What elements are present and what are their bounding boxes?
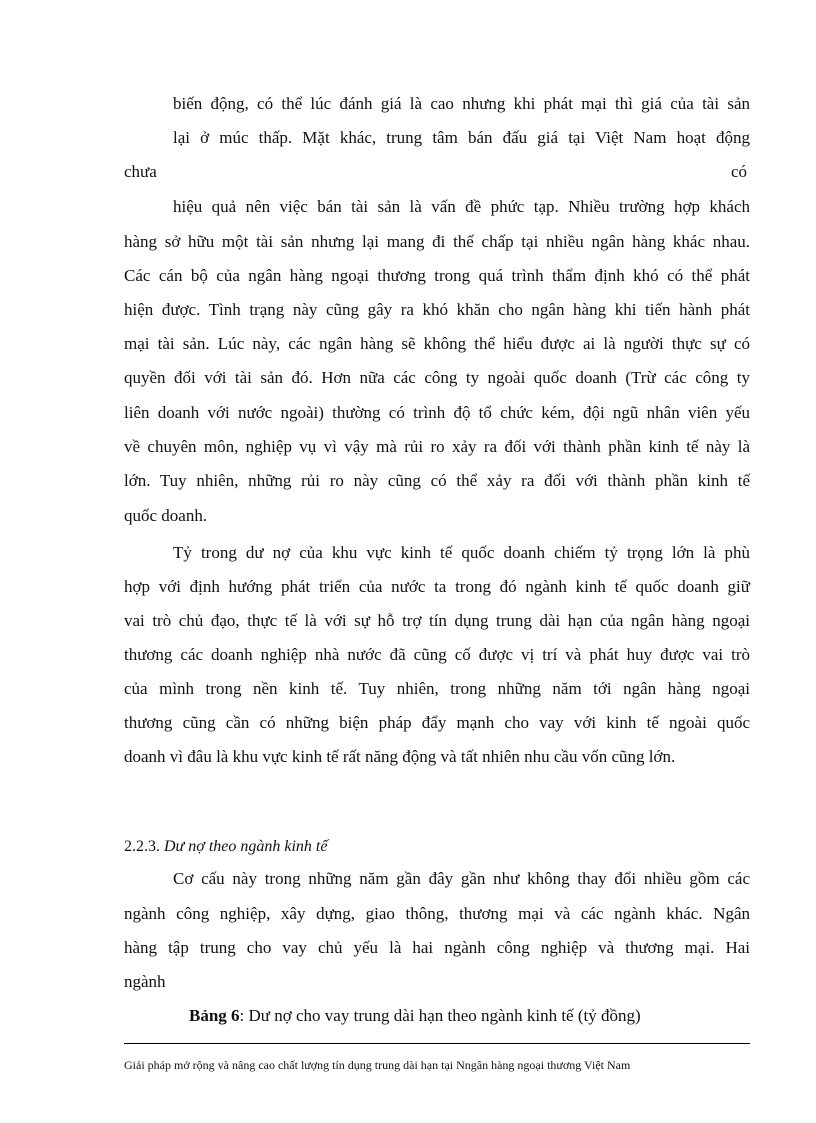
text-line: lớn. Tuy nhiên, những rủi ro này cũng có thể xảy ra đối với thành phần kinh tế — [124, 471, 750, 490]
text-line: ngành — [124, 972, 166, 991]
table-caption-text: : Dư nợ cho vay trung dài hạn theo ngành kinh tế (tỷ đồng) — [239, 1006, 641, 1025]
text-line: hàng sở hữu một tài sản nhưng lại mang đi thế chấp tại nhiều ngân hàng khác nhau. — [124, 232, 750, 251]
table-caption-label: Bảng 6 — [189, 1006, 240, 1025]
text-line: thương cũng cần có những biện pháp đẩy mạnh cho vay với kinh tế ngoài quốc — [124, 713, 750, 732]
text-line: quyền đối với tài sản đó. Hơn nữa các công ty ngoài quốc doanh (Trừ các công ty — [124, 368, 750, 387]
text-line: ngành công nghiệp, xây dựng, giao thông, thương mại và các ngành khác. Ngân — [124, 904, 750, 923]
table-caption — [189, 1005, 641, 1027]
text-line: hợp với định hướng phát triển của nước ta trong đó ngành kinh tế quốc doanh giữ — [124, 577, 750, 596]
text-line: Tỷ trong dư nợ của khu vực kinh tế quốc doanh chiếm tỷ trọng lớn là phù — [173, 543, 750, 562]
text-line: hàng tập trung cho vay chủ yếu là hai ngành công nghiệp và thương mại. Hai — [124, 938, 750, 957]
text-line: biến động, có thể lúc đánh giá là cao nhưng khi phát mại thì giá của tài sản — [173, 94, 750, 113]
text-line: Các cán bộ của ngân hàng ngoại thương trong quá trình thẩm định khó có thể phát — [124, 266, 750, 285]
text-line: Cơ cấu này trong những năm gần đây gần như không thay đổi nhiều gồm các — [173, 869, 750, 888]
text-line: của mình trong nền kinh tế. Tuy nhiên, trong những năm tới ngân hàng ngoại — [124, 679, 750, 698]
section-heading — [124, 836, 327, 858]
text-line: quốc doanh. — [124, 506, 208, 525]
text-line: có — [731, 162, 748, 181]
text-line: doanh vì đâu là khu vực kinh tế rất năng động và tất nhiên nhu cầu vốn cũng lớn. — [124, 747, 676, 766]
footer-text: Giải pháp mở rộng và nâng cao chất lượng tín dụng trung dài hạn tại Nngân hàng ngoại thương Việt Nam — [124, 1058, 631, 1072]
text-line: vai trò chủ đạo, thực tế là với sự hỗ trợ tín dụng trung dài hạn của ngân hàng ngoại — [124, 611, 750, 630]
text-line: liên doanh với nước ngoài) thường có trình độ tổ chức kém, đội ngũ nhân viên yếu — [124, 403, 750, 422]
text-line: về chuyên môn, nghiệp vụ vì vậy mà rủi ro xảy ra đối với thành phần kinh tế này là — [124, 437, 750, 456]
section-number: 2.2.3. — [124, 838, 160, 855]
text-line: lại ở múc thấp. Mặt khác, trung tâm bán đấu giá tại Việt Nam hoạt động — [173, 128, 750, 147]
text-line: hiện được. Tình trạng này cũng gây ra khó khăn cho ngân hàng khi tiến hành phát — [124, 300, 750, 319]
text-line: thương các doanh nghiệp nhà nước đã cũng cố được vị trí và phát huy được vai trò — [124, 645, 750, 664]
footer-divider — [124, 1043, 750, 1044]
text-line: mại tài sản. Lúc này, các ngân hàng sẽ không thể hiểu được ai là người thực sự có — [124, 334, 750, 353]
text-line: chưa — [124, 162, 157, 181]
text-line: hiệu quả nên việc bán tài sản là vấn đề phức tạp. Nhiều trường hợp khách — [173, 197, 750, 216]
section-title: Dư nợ theo ngành kinh tế — [164, 838, 328, 855]
